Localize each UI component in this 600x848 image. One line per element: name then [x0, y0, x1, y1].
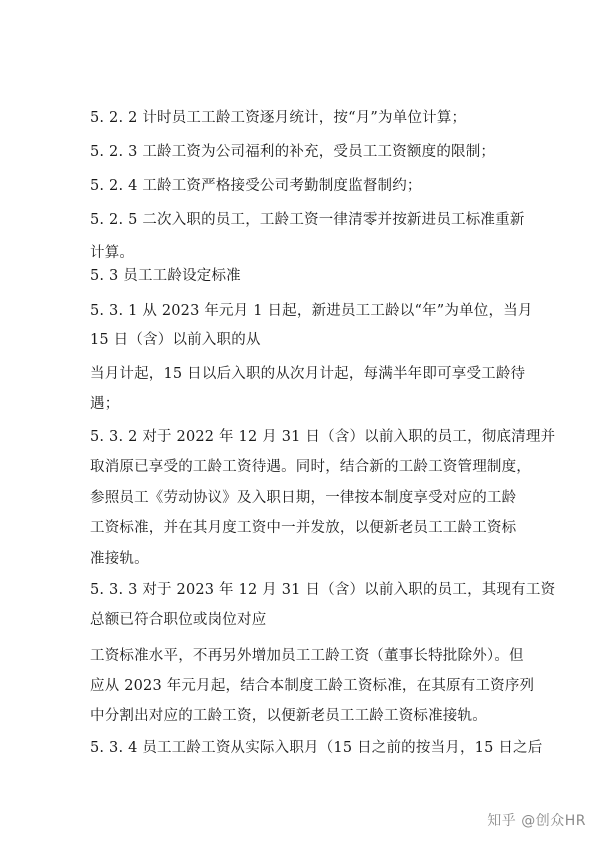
text-line: 5. 2. 5 二次入职的员工，工龄工资一律清零并按新进员工标准重新 [90, 212, 525, 228]
text-line: 准接轨。 [90, 551, 149, 567]
text-line: 5. 2. 4 工龄工资严格接受公司考勤制度监督制约； [90, 178, 422, 194]
text-line: 5. 3. 2 对于 2022 年 12 月 31 日（含）以前入职的员工，彻底清理并 [90, 429, 556, 445]
text-line: 当月计起，15 日以后入职的从次月计起，每满半年即可享受工龄待 [90, 366, 526, 382]
text-line: 5. 2. 2 计时员工工龄工资逐月统计，按“月”为单位计算； [90, 110, 467, 126]
text-line: 5. 3. 4 员工工龄工资从实际入职月（15 日之前的按当月，15 日之后 [90, 740, 543, 756]
text-line: 计算。 [90, 245, 135, 261]
text-line: 工资标准，并在其月度工资中一并发放，以便新老员工工龄工资标 [90, 520, 517, 536]
text-line: 工资标准水平，不再另外增加员工工龄工资（董事长特批除外）。但 [90, 648, 524, 664]
text-line: 5. 3. 1 从 2023 年元月 1 日起，新进员工工龄以“年”为单位，当月 [90, 303, 533, 319]
text-line: 5. 2. 3 工龄工资为公司福利的补充，受员工工资额度的限制； [90, 144, 496, 160]
text-line: 遇； [90, 396, 120, 412]
text-line: 中分割出对应的工龄工资，以便新老员工工龄工资标准接轨。 [90, 708, 487, 724]
text-line: 参照员工《劳动协议》及入职日期，一律按本制度享受对应的工龄 [90, 490, 517, 506]
zhihu-watermark: 知乎 @创众HR [487, 813, 586, 829]
text-line: 应从 2023 年元月起，结合本制度工龄工资标准，在其原有工资序列 [90, 678, 535, 694]
text-line: 总额已符合职位或岗位对应 [90, 612, 267, 628]
text-line: 取消原已享受的工龄工资待遇。同时，结合新的工龄工资管理制度， [90, 459, 531, 475]
text-line: 5. 3. 3 对于 2023 年 12 月 31 日（含）以前入职的员工，其现有工资 [90, 582, 556, 598]
text-line: 15 日（含）以前入职的从 [90, 332, 261, 348]
section-heading: 5. 3 员工工龄设定标准 [90, 268, 241, 284]
